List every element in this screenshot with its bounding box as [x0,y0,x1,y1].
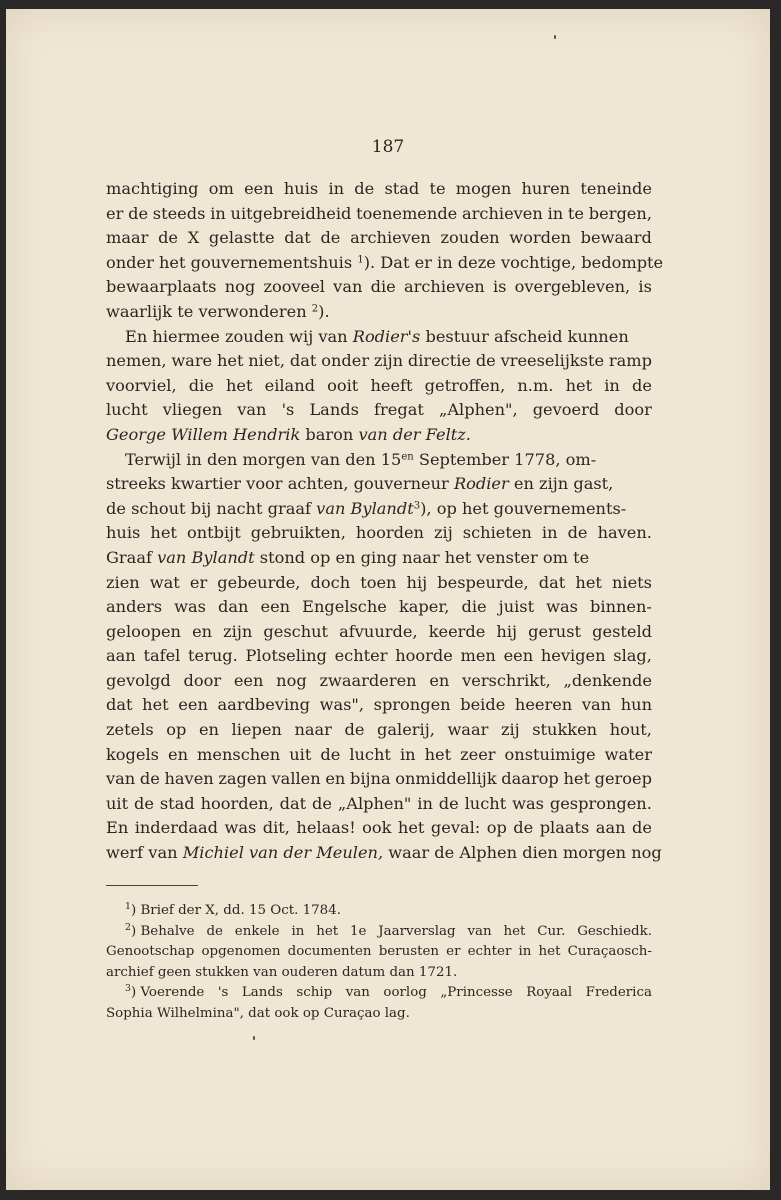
person-name: van der Feltz. [358,424,471,444]
word: getroffen, [424,375,506,395]
text-line [106,693,652,718]
word: op [486,818,507,838]
word: bijna [349,769,391,789]
word: n.m. [517,375,554,395]
word: zij [500,720,520,740]
word: zooveel [263,277,325,297]
page-number: 187 [371,137,405,157]
word: de [312,793,332,813]
word: echter [334,646,388,666]
word: keerde [428,621,486,641]
word: om [208,179,234,198]
word: archieven [403,277,485,297]
footnote-3-line-2: Sophia Wilhelmina", dat ook op Curaçao lag. [106,1005,410,1021]
book-page [6,9,770,1190]
footnote-3-line-1 [106,983,652,1004]
word: het [316,923,339,939]
word: archieven [350,228,431,248]
word: die [370,277,396,297]
word: bewaard [580,228,652,248]
word: waar [447,720,489,740]
word: dat [289,351,317,371]
word: stukken [532,720,598,740]
word: hout, [609,720,652,740]
word: Frederica [585,985,652,1001]
body-text [106,177,664,866]
word: in [291,923,305,939]
footnote-words [131,922,652,943]
word: haven. [597,523,652,543]
word: zetels [106,720,154,740]
word: vliegen [162,400,223,420]
word: niet, [248,351,286,371]
word: 1e [349,923,367,939]
text-line [106,448,652,473]
footnote-words [131,983,652,1004]
word: tafel [143,646,181,666]
word: onstuimige [504,744,596,764]
word: terug. [188,646,238,666]
word: huis [106,523,141,543]
text-line [106,251,664,276]
word: „Alphen" [337,793,412,813]
text-segment: werf van Michiel van der Meulen, waar de Alphen dien morgen nog [106,843,662,863]
word: verschrikt, [462,670,551,690]
word: het [424,744,452,764]
text-segment: En hiermee zouden wij van Rodier's bestuur afscheid kunnen [125,326,629,346]
word: te [567,203,585,223]
word: vallen [271,769,321,789]
word: was [224,818,257,838]
word: er [189,572,208,592]
word: gebeurde, [217,572,301,592]
word: de [320,228,341,248]
word: naar [294,720,332,740]
text-segment: Terwijl in den morgen van den $15^{en}$ September 1778, om- [125,449,597,469]
person-name: Michiel van der Meulen, [182,843,384,863]
word: zien [106,572,140,592]
word: en [325,769,346,789]
word: het [397,818,425,838]
word: dat [538,572,566,592]
word: ontbijt [186,523,241,543]
word: van [467,923,492,939]
word: geloopen [106,621,181,641]
word: slag, [613,646,652,666]
word: zeer [460,744,496,764]
footnote-ref[interactable]: 1 [357,254,364,266]
word: kaper, [398,597,450,617]
word: de [631,818,652,838]
word: helaas! [296,818,356,838]
word: geval: [430,818,481,838]
word: in [604,375,620,395]
word: vreeselijkste [500,351,605,371]
word: in [547,203,564,223]
word: Royaal [526,985,573,1001]
word: de [475,351,496,371]
word: zouden [440,228,500,248]
word: Jaarverslag [378,923,456,939]
word: voorviel, [106,375,177,395]
word: een [233,670,264,690]
word: uit [289,744,312,764]
word: steeds [152,203,206,223]
word: 's [217,985,229,1001]
word: de [438,793,459,813]
word: plaats [539,818,590,838]
word: heeft [370,375,413,395]
word: maar [106,228,149,248]
word: het [225,375,253,395]
word: het [216,351,244,371]
word: van [106,769,136,789]
word: ware [171,351,213,371]
word: huren [521,179,571,198]
word: menschen [197,744,281,764]
word: gevoerd [532,400,600,420]
word: de [567,523,588,543]
text-line [106,472,652,497]
word: gerust [528,621,582,641]
word: bewaarplaats [106,277,217,297]
word: bespeurde, [437,572,529,592]
word: het [142,695,169,715]
word: een [244,179,274,198]
word: wat [149,572,180,592]
word: zijn [223,621,253,641]
text-segment: $^1$) Brief der X, dd. 15 Oct. 1784. [125,900,341,918]
word: een [260,597,291,617]
footnote-2-line-2 [106,942,652,963]
word: opgenomen [201,944,281,960]
superscript: en [401,451,414,463]
word: het [503,923,526,939]
word: bergen, [588,203,652,223]
text-line [106,816,652,841]
word: en [429,670,450,690]
word: binnen- [590,597,652,617]
word: in [399,744,416,764]
word: Curaçaosch- [567,944,652,960]
text-line [106,177,652,202]
word: lucht [464,793,507,813]
word: Lands [309,400,359,420]
word: er [446,944,461,960]
word: nemen, [106,351,167,371]
word: het [538,944,561,960]
word: echter [467,944,512,960]
word: in [210,203,226,223]
word: machtiging [106,179,199,198]
word: X [187,228,200,248]
word: oorlog [383,985,427,1001]
word: was", [319,695,365,715]
word: worden [509,228,571,248]
word: in [541,523,558,543]
word: Plotseling [245,646,327,666]
footnote-2-line-1 [106,922,652,943]
footnote-number: 2 [125,921,131,933]
word: de [139,769,160,789]
word: het [565,375,593,395]
text-line [106,423,652,448]
word: galerij, [377,720,435,740]
word: haven [164,769,214,789]
word: dat [106,695,133,715]
person-name: George Willem Hendrik [106,424,301,444]
word: onder [321,351,370,371]
paper-speck [554,35,556,39]
text-line [106,620,652,645]
footnote-1 [106,901,652,922]
word: hij [406,572,428,592]
word: geschut [263,621,329,641]
footnote-number: 3 [125,983,131,995]
word: het [575,572,602,592]
word: van [581,695,612,715]
word: uit [106,793,129,813]
word: kogels [106,744,159,764]
person-name: Rodier [453,474,509,494]
word: documenten [287,944,372,960]
word: juist [498,597,535,617]
text-line [106,644,652,669]
text-line [106,743,652,768]
text-line [106,571,652,596]
word: overgebleven, [514,277,631,297]
paper-speck [253,1036,255,1040]
word: ramp [608,351,652,371]
word: het [150,523,177,543]
word: was [174,597,206,617]
word: nog [276,670,307,690]
person-name: van Bylandt [157,547,255,567]
word: gebruikten, [250,523,346,543]
text-segment: onder het gouvernementshuis $^1$). Dat er in deze vochtige, bedompte [106,252,664,272]
word: geroep [594,769,652,789]
word: „denkende [563,670,652,690]
word: Cur. [537,923,566,939]
word: hevigen [540,646,606,666]
word: Genootschap [106,944,195,960]
word: uitgebreidheid [230,203,352,223]
footnote-ref[interactable]: 3 [413,500,421,512]
word: van [237,400,267,420]
word: van [333,277,363,297]
word: was [512,793,544,813]
footnote-2-line-3: archief geen stukken van ouderen datum dan 1721. [106,964,458,980]
word: liepen [231,720,282,740]
word: ook [362,818,392,838]
text-segment: streeks kwartier voor achten, gouverneur Rodier en zijn gast, [106,474,614,494]
footnote-divider [106,885,198,886]
word: aan [595,818,626,838]
text-line [106,325,652,350]
word: Lands [241,985,283,1001]
word: niets [611,572,652,592]
text-segment: de schout bij nacht graaf van Bylandt$^3$), op het gouvernements- [106,498,627,518]
text-line [106,546,652,571]
word: directie [407,351,472,371]
word: mogen [455,179,512,198]
word: ooit [327,375,359,395]
word: eiland [264,375,315,395]
word: aardbeving [217,695,310,715]
word: zwaarderen [319,670,417,690]
word: in [328,179,345,198]
word: nog [224,277,256,297]
word: water [604,744,652,764]
word: de [134,793,154,813]
word: van [345,985,370,1001]
footnote-ref[interactable]: 2 [311,303,319,315]
word: onmiddellijk [395,769,497,789]
word: de [320,744,341,764]
text-line [106,841,662,866]
word: huis [283,179,319,198]
word: beide [460,695,506,715]
word: de [128,203,149,223]
word: een [503,646,534,666]
word: schieten [462,523,532,543]
word: gevolgd [106,670,171,690]
word: zijn [373,351,404,371]
word: stad [384,179,420,198]
footnotes [106,901,652,1025]
word: de [206,923,223,939]
text-line [106,669,652,694]
word: men [460,646,496,666]
word: Engelsche [302,597,387,617]
word: hoorde [395,646,453,666]
word: het [563,769,590,789]
word: een [178,695,208,715]
word: zij [434,523,453,543]
word: is [638,277,652,297]
text-line [106,718,652,743]
word: toen [360,572,397,592]
word: in [518,944,532,960]
text-segment: Graaf van Bylandt stond op en ging naar het venster om te [106,547,590,567]
word: „Princesse [440,985,513,1001]
word: „Alphen", [438,400,518,420]
word: hun [620,695,652,715]
word: hij [496,621,518,641]
word: ) Behalve [130,923,195,939]
word: aan [106,646,136,666]
word: archieven [462,203,543,223]
text-segment: George Willem Hendrik baron van der Feltz. [106,424,471,444]
word: gesprongen. [549,793,652,813]
text-line [106,349,652,374]
word: gelastte [208,228,275,248]
word: dit, [262,818,290,838]
word: teneinde [580,179,652,198]
text-line [106,275,652,300]
word: die [188,375,214,395]
person-name: Rodier's [352,326,421,346]
word: inderdaad [134,818,219,838]
word: heeren [514,695,573,715]
word: de [158,228,179,248]
person-name: van Bylandt [316,498,414,518]
word: door [614,400,652,420]
text-line [106,398,652,423]
word: stad [159,793,195,813]
word: ) Voerende [130,985,205,1001]
word: hoorden, [200,793,274,813]
text-line [106,300,652,325]
word: de [354,179,375,198]
text-line [106,595,652,620]
word: in [417,793,433,813]
word: 's [281,400,295,420]
word: fregat [374,400,424,420]
word: daarop [501,769,559,789]
word: en [168,744,189,764]
word: op [166,720,187,740]
word: is [492,277,507,297]
text-line [106,521,652,546]
word: er [106,203,124,223]
word: lucht [349,744,391,764]
word: afvuurde, [339,621,418,641]
word: die [461,597,487,617]
word: en [192,621,213,641]
text-line [106,792,652,817]
word: berusten [378,944,440,960]
text-line [106,374,652,399]
word: was [546,597,578,617]
word: de [513,818,534,838]
word: enkele [234,923,280,939]
word: sprongen [373,695,451,715]
word: te [429,179,446,198]
word: En [106,818,129,838]
text-segment: waarlijk te verwonderen $^2$). [106,301,330,321]
word: de [344,720,365,740]
word: toenemende [356,203,458,223]
word: anders [106,597,163,617]
text-line [106,202,652,227]
word: zagen [218,769,267,789]
word: lucht [106,400,148,420]
text-line [106,226,652,251]
word: dan [218,597,249,617]
word: hoorden [355,523,424,543]
word: door [183,670,222,690]
text-line [106,497,652,522]
word: de [631,375,652,395]
word: gesteld [592,621,652,641]
word: dat [284,228,311,248]
word: Geschiedk. [577,923,652,939]
word: dat [279,793,307,813]
word: schip [296,985,333,1001]
word: en [198,720,219,740]
text-line [106,767,652,792]
word: doch [310,572,351,592]
